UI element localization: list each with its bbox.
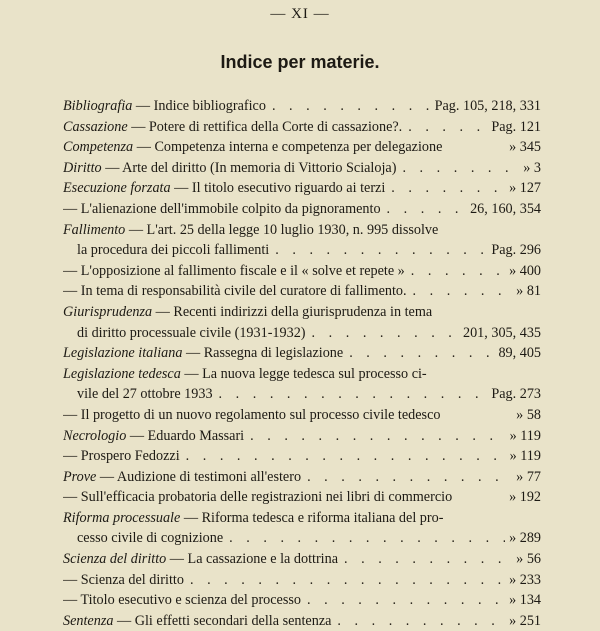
entry-text <box>63 302 432 323</box>
entry-topic: Fallimento <box>63 221 126 238</box>
entry-text <box>63 343 343 364</box>
dot-leader <box>407 281 513 302</box>
entry-description: — Il titolo esecutivo riguardo ai terzi <box>170 180 386 197</box>
index-entry <box>63 117 541 138</box>
index-entry <box>63 323 541 344</box>
index-entry <box>63 426 541 447</box>
dot-leader <box>266 96 431 117</box>
dot-leader <box>338 549 512 570</box>
entry-text <box>63 117 402 138</box>
dot-leader <box>331 611 505 631</box>
dot-leader <box>402 117 487 138</box>
entry-text <box>63 446 180 467</box>
entry-description: — Scienza del diritto <box>63 571 184 588</box>
index-entry <box>63 343 541 364</box>
entry-text <box>77 528 223 549</box>
entry-text <box>63 405 440 426</box>
entry-description: di diritto processuale civile (1931-1932) <box>77 324 306 341</box>
entry-pages: » 192 <box>509 489 541 506</box>
entry-text <box>63 508 443 529</box>
entry-topic: Bibliografia <box>63 98 133 114</box>
entry-description: — In tema di responsabilità civile del curatore di fallimento. <box>63 283 407 300</box>
entry-pages: Pag. 105, 218, 331 <box>434 98 541 114</box>
dot-leader <box>301 590 505 611</box>
entry-pages: » 345 <box>509 139 541 156</box>
entry-description: — Riforma tedesca e riforma italiana del pro- <box>180 509 444 526</box>
entry-text <box>63 611 331 631</box>
entry-description: — Audizione di testimoni all'estero <box>96 468 302 485</box>
dot-leader <box>381 199 467 220</box>
entry-pages: » 289 <box>509 530 541 547</box>
entry-pages: » 119 <box>509 427 541 444</box>
entry-topic: Sentenza <box>63 612 114 629</box>
entry-topic: Prove <box>63 468 97 485</box>
entry-topic: Riforma processuale <box>63 509 181 526</box>
dot-leader <box>343 343 494 364</box>
dot-leader <box>269 240 487 261</box>
index-entry <box>63 302 541 323</box>
dot-leader <box>301 467 512 488</box>
index-entry <box>63 508 541 529</box>
entry-text <box>77 384 213 405</box>
entry-description: vile del 27 ottobre 1933 <box>77 386 213 403</box>
entry-description: — Arte del diritto (In memoria di Vittorio Scialoja) <box>101 159 397 176</box>
entry-pages: Pag. 273 <box>491 386 541 403</box>
entry-pages: » 58 <box>516 406 541 423</box>
entry-description: — Il progetto di un nuovo regolamento sul processo civile tedesco <box>63 406 441 423</box>
index-entry <box>63 590 541 611</box>
entry-pages: » 81 <box>516 283 541 300</box>
dot-leader <box>396 158 519 179</box>
entry-pages: 26, 160, 354 <box>470 200 541 217</box>
index-title: Indice per materie. <box>220 52 380 72</box>
entry-text <box>63 487 452 508</box>
entry-text <box>63 158 396 179</box>
page-number: — XI — <box>270 6 330 22</box>
entry-pages: 201, 305, 435 <box>462 324 541 341</box>
entry-description: — L'opposizione al fallimento fiscale e il « solve et repete » <box>63 262 405 279</box>
dot-leader <box>405 261 505 282</box>
entry-description: — Sull'efficacia probatoria delle registrazioni nei libri di commercio <box>63 489 453 506</box>
dot-leader <box>184 570 505 591</box>
index-entry <box>63 549 541 570</box>
entry-description: — Competenza interna e competenza per delegazione <box>133 139 443 156</box>
dot-leader <box>223 528 505 549</box>
entry-pages: » 119 <box>509 448 541 465</box>
entry-topic: Esecuzione forzata <box>63 180 171 197</box>
index-entry <box>63 178 541 199</box>
entry-pages: » 56 <box>516 551 541 568</box>
entry-text <box>77 240 269 261</box>
entry-description: — Eduardo Massari <box>126 427 245 444</box>
entry-text <box>63 137 442 158</box>
entry-description: la procedura dei piccoli fallimenti <box>77 242 270 259</box>
index-entry <box>63 158 541 179</box>
entry-text <box>63 281 407 302</box>
entry-topic: Scienza del diritto <box>63 551 167 568</box>
index-entry <box>63 220 541 241</box>
index-entry <box>63 405 541 426</box>
index-entries <box>63 96 541 631</box>
entry-text <box>63 364 427 385</box>
entry-text <box>63 261 405 282</box>
entry-topic: Giurisprudenza <box>63 303 153 320</box>
index-entry <box>63 611 541 631</box>
entry-description: cesso civile di cognizione <box>77 530 224 547</box>
index-entry <box>63 487 541 508</box>
index-entry <box>63 281 541 302</box>
entry-topic: Necrologio <box>63 427 127 444</box>
index-entry <box>63 384 541 405</box>
entry-text <box>63 426 244 447</box>
index-entry <box>63 240 541 261</box>
entry-description: — L'art. 25 della legge 10 luglio 1930, n. 995 dissolve <box>125 221 439 238</box>
entry-pages: » 251 <box>509 612 541 629</box>
entry-topic: Cassazione <box>63 118 128 135</box>
entry-topic: Legislazione italiana <box>63 345 183 362</box>
entry-description: — Recenti indirizzi della giurisprudenza in tema <box>152 303 433 320</box>
entry-pages: 89, 405 <box>498 345 541 362</box>
index-entry <box>63 364 541 385</box>
index-entry <box>63 199 541 220</box>
entry-text <box>63 220 438 241</box>
entry-pages: » 127 <box>509 180 541 197</box>
index-entry <box>63 467 541 488</box>
entry-pages: Pag. 121 <box>491 118 541 135</box>
index-entry <box>63 446 541 467</box>
entry-description: — Indice bibliografico <box>132 98 266 114</box>
entry-description: — Titolo esecutivo e scienza del processo <box>63 592 301 609</box>
entry-description: — Prospero Fedozzi <box>63 448 180 465</box>
entry-pages: » 3 <box>523 159 541 176</box>
entry-text <box>63 467 301 488</box>
entry-topic: Competenza <box>63 139 134 156</box>
entry-description: — L'alienazione dell'immobile colpito da pignoramento <box>63 200 381 217</box>
entry-pages: » 77 <box>516 468 541 485</box>
dot-leader <box>306 323 459 344</box>
index-entry <box>63 528 541 549</box>
index-entry <box>63 570 541 591</box>
entry-pages: » 400 <box>509 262 541 279</box>
dot-leader <box>213 384 488 405</box>
entry-topic: Legislazione tedesca <box>63 365 181 382</box>
entry-pages: Pag. 296 <box>491 242 541 259</box>
entry-description: — Potere di rettifica della Corte di cassazione?. <box>127 118 403 135</box>
index-entry <box>63 137 541 158</box>
entry-text <box>77 323 306 344</box>
dot-leader <box>180 446 506 467</box>
index-entry <box>63 96 541 117</box>
entry-topic: Diritto <box>63 159 102 176</box>
entry-text <box>63 590 301 611</box>
entry-text <box>63 96 266 117</box>
entry-description: — La cassazione e la dottrina <box>166 551 339 568</box>
entry-pages: » 233 <box>509 571 541 588</box>
dot-leader <box>244 426 505 447</box>
entry-text <box>63 199 381 220</box>
entry-description: — Rassegna di legislazione <box>182 345 344 362</box>
entry-text <box>63 178 385 199</box>
entry-text <box>63 549 338 570</box>
entry-text <box>63 570 184 591</box>
entry-description: — La nuova legge tedesca sul processo ci- <box>180 365 427 382</box>
entry-pages: » 134 <box>509 592 541 609</box>
entry-description: — Gli effetti secondari della sentenza <box>113 612 332 629</box>
index-entry <box>63 261 541 282</box>
dot-leader <box>385 178 505 199</box>
